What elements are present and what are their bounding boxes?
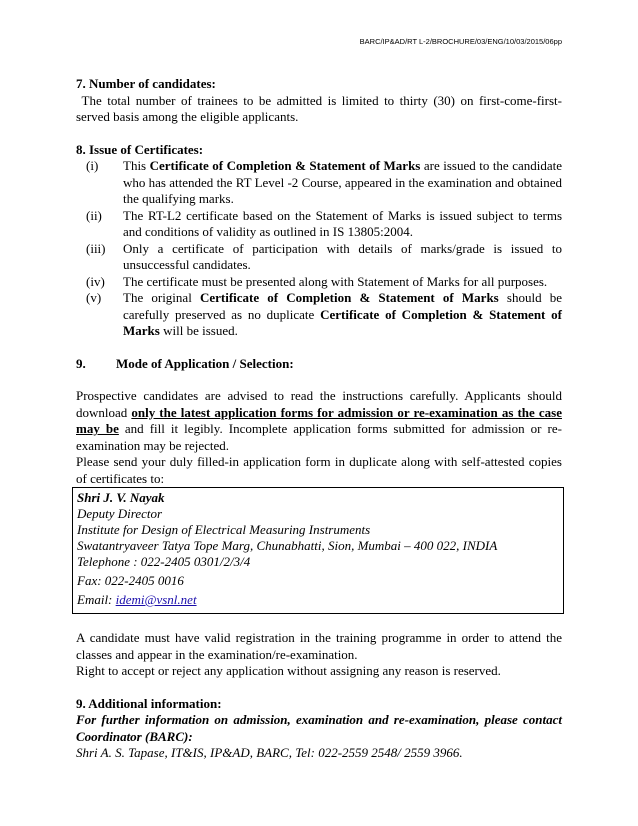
- instructions-paragraph: [76, 388, 562, 454]
- send-instructions: Please send your duly filled-in application form in duplicate along with self-attested copies of certificates to:: [76, 454, 562, 486]
- list-item: [86, 274, 562, 291]
- document-body: [76, 76, 562, 762]
- section-7-heading: 7. Number of candidates:: [76, 76, 216, 91]
- coordinator-contact: Shri A. S. Tapase, IT&IS, IP&AD, BARC, Tel: 022-2559 2548/ 2559 3966.: [76, 745, 463, 760]
- list-item: [86, 158, 562, 208]
- item-text: Only a certificate of participation with details of marks/grade is issued to unsuccessful candidates.: [123, 240, 562, 272]
- additional-info-text: For further information on admission, examination and re-examination, please contact Coordinator (BARC):: [76, 712, 562, 744]
- paragraph-part: and fill it legibly. Incomplete application forms submitted for admission or re-examination may be rejected.: [76, 421, 562, 453]
- section-9-heading: [76, 356, 562, 373]
- contact-name: Shri J. V. Nayak: [77, 490, 165, 505]
- email-label: Email:: [77, 592, 116, 607]
- item-text-part: are issued to the candidate who has attended the RT Level -2 Course, appeared in the examination and obtained the qualifying marks.: [123, 158, 562, 206]
- list-item: [86, 208, 562, 241]
- item-text: The RT-L2 certificate based on the Statement of Marks is issued subject to terms and conditions of validity as outlined in IS 13805:2004.: [123, 207, 562, 239]
- registration-note: A candidate must have valid registration in the training programme in order to attend the classes and appear in the examination/re-examination.: [76, 630, 562, 662]
- paragraph-part: Prospective candidates are advised to read the instructions carefully. Applicants should download: [76, 388, 562, 420]
- section-7-text: [76, 93, 562, 126]
- item-text-part: This: [123, 158, 150, 173]
- contact-designation: Deputy Director: [77, 506, 163, 521]
- item-text: [123, 158, 562, 208]
- item-number: (iv): [86, 273, 105, 289]
- contact-telephone: Telephone : 022-2405 0301/2/3/4: [77, 554, 251, 569]
- item-number: (iii): [86, 240, 106, 256]
- contact-institute: Institute for Design of Electrical Measuring Instruments: [77, 522, 371, 537]
- contact-email-line: [77, 592, 559, 608]
- document-reference: BARC/IP&AD/RT L-2/BROCHURE/03/ENG/10/03/2015/06pp: [359, 37, 562, 46]
- underlined-emphasis: only the latest application forms for admission or re-examination as the case may be: [76, 404, 562, 436]
- email-link[interactable]: idemi@vsnl.net: [115, 592, 197, 607]
- contact-street: Swatantryaveer Tatya Tope Marg, Chunabhatti, Sion, Mumbai – 400 022, INDIA: [77, 538, 498, 553]
- section-9-number: 9.: [76, 355, 86, 371]
- item-number: (ii): [86, 207, 102, 223]
- additional-info-heading: 9. Additional information:: [76, 695, 222, 711]
- section-9-title: Mode of Application / Selection:: [116, 355, 294, 371]
- item-number: (i): [86, 158, 99, 173]
- item-bold-part: Certificate of Completion & Statement of Marks: [199, 290, 499, 305]
- rights-note: Right to accept or reject any application without assigning any reason is reserved.: [76, 663, 501, 678]
- item-text: [123, 290, 562, 340]
- item-text-part: The original: [123, 290, 200, 305]
- item-text-part: will be issued.: [159, 323, 238, 338]
- address-box: [72, 487, 564, 614]
- contact-fax: Fax: 022-2405 0016: [77, 573, 184, 588]
- item-bold-part: Certificate of Completion & Statement of Marks: [149, 158, 421, 173]
- item-bold-part: Certificate of Completion & Statement of Marks: [123, 306, 562, 338]
- list-item: [86, 241, 562, 274]
- item-text-part: should be carefully preserved as no duplicate: [123, 290, 562, 322]
- item-number: (v): [86, 290, 102, 305]
- section-8-heading: 8. Issue of Certificates:: [76, 141, 204, 157]
- section-7-body: The total number of trainees to be admitted is limited to thirty (30) on first-come-first-served basis among the eligible applicants.: [76, 92, 563, 124]
- item-text: The certificate must be presented along with Statement of Marks for all purposes.: [123, 273, 548, 289]
- list-item: [86, 290, 562, 340]
